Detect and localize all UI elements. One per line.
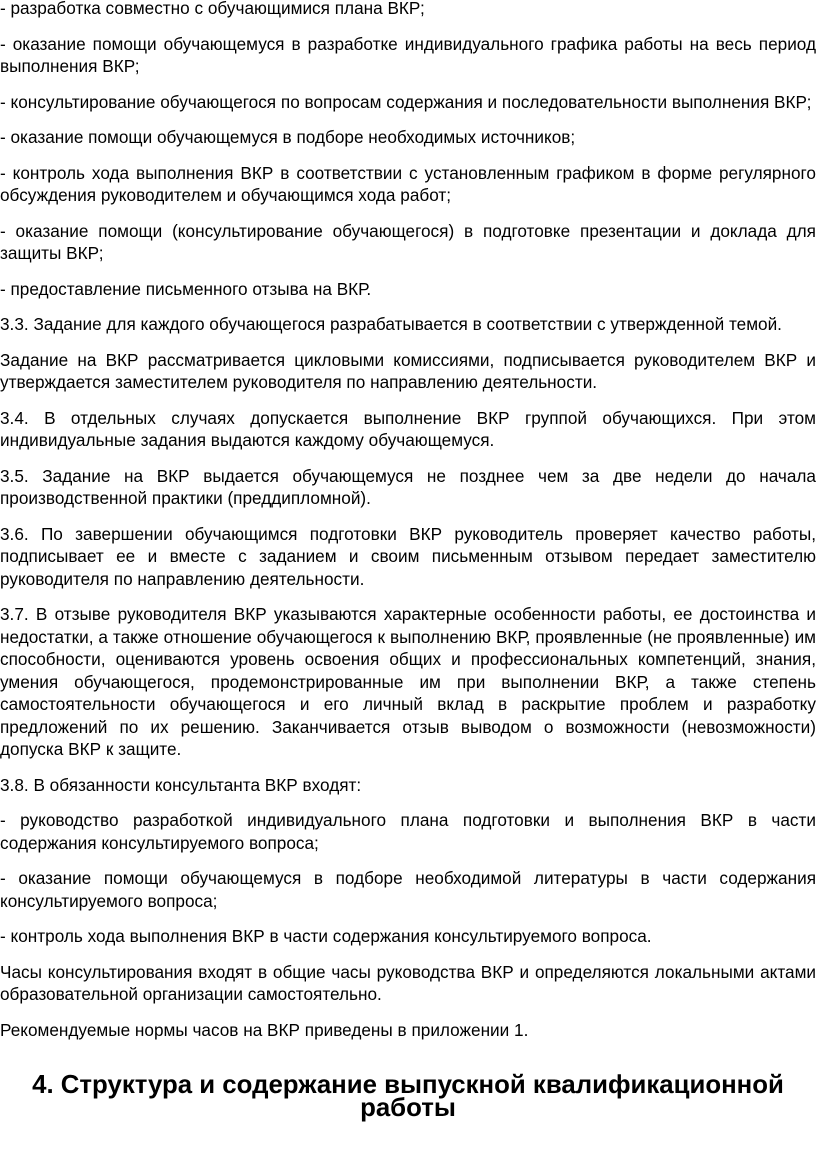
list-item-individual-plan: - руководство разработкой индивидуального плана подготовки и выполнения ВКР в части содержания консультируемого вопроса; [0, 810, 816, 853]
clause-3-7: 3.7. В отзыве руководителя ВКР указываются характерные особенности работы, ее достоинства и недостатки, а также отношение обучающегося к выполнению ВКР, проявленные (не проявленные) им способности, оцениваются уровень освоения общих и профессиональных компетенций, знания, умения обучающегося, продемонстрированные им при выполнении ВКР, а также степень самостоятельности обучающегося и его личный вклад в раскрытие проблем и разработку предложений по их решению. Заканчивается отзыв выводом о возможности (невозможности) допуска ВКР к защите. [0, 604, 816, 759]
list-item-progress-control: - контроль хода выполнения ВКР в части содержания консультируемого вопроса. [0, 926, 652, 946]
list-item-presentation: - оказание помощи (консультирование обучающегося) в подготовке презентации и доклада для защиты ВКР; [0, 220, 816, 263]
clause-3-8: 3.8. В обязанности консультанта ВКР входят: [0, 774, 362, 795]
list-item-review: - предоставление письменного отзыва на ВКР. [0, 278, 372, 299]
list-item-literature: - оказание помощи обучающемуся в подборе необходимой литературы в части содержания консультируемого вопроса; [0, 868, 816, 911]
hours-norms-paragraph: Рекомендуемые нормы часов на ВКР приведены в приложении 1. [0, 1019, 529, 1040]
clause-3-3-approval: Задание на ВКР рассматривается цикловыми комиссиями, подписывается руководителем ВКР и утверждается заместителем руководителя по направлению деятельности. [0, 349, 816, 392]
clause-3-6: 3.6. По завершении обучающимся подготовки ВКР руководитель проверяет качество работы, подписывает ее и вместе с заданием и своим письменным отзывом передает заместителю руководителя по направлению деятельности. [0, 523, 816, 589]
list-item-sources: - оказание помощи обучающемуся в подборе необходимых источников; [0, 127, 576, 147]
list-item-plan: - разработка совместно с обучающимися плана ВКР; [0, 0, 425, 18]
section-heading: 4. Структура и содержание выпускной квалификационной работы [32, 1071, 784, 1122]
list-item-control: - контроль хода выполнения ВКР в соответствии с установленным графиком в форме регулярного обсуждения руководителем и обучающимся хода работ; [0, 162, 816, 205]
clause-3-5: 3.5. Задание на ВКР выдается обучающемуся не позднее чем за две недели до начала производственной практики (преддипломной). [0, 465, 816, 508]
consulting-hours-paragraph: Часы консультирования входят в общие часы руководства ВКР и определяются локальными актами образовательной организации самостоятельно. [0, 961, 816, 1004]
list-item-schedule: - оказание помощи обучающемуся в разработке индивидуального графика работы на весь период выполнения ВКР; [0, 33, 816, 76]
clause-3-4: 3.4. В отдельных случаях допускается выполнение ВКР группой обучающихся. При этом индивидуальные задания выдаются каждому обучающемуся. [0, 407, 816, 450]
list-item-consulting: - консультирование обучающегося по вопросам содержания и последовательности выполнения ВКР; [0, 91, 812, 112]
clause-3-3: 3.3. Задание для каждого обучающегося разрабатывается в соответствии с утвержденной темой. [0, 314, 782, 334]
